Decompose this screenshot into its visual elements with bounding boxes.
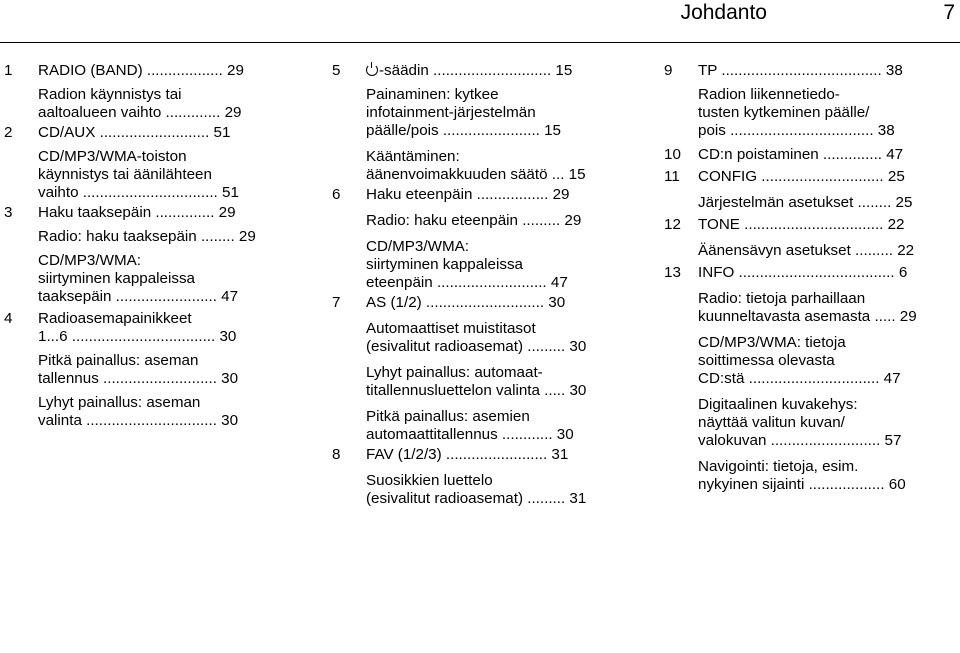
index-subentry: [332, 364, 602, 400]
entry-text: TP ...................................... 38: [698, 62, 903, 79]
header-rule: [0, 42, 960, 43]
index-subentry: [4, 352, 274, 388]
index-entry-6: [332, 186, 602, 204]
index-entry-12: [664, 216, 934, 234]
entry-number: 7: [332, 294, 341, 311]
entry-text: Lyhyt painallus: aseman valinta ............................... 30: [38, 394, 239, 429]
index-subentry: [4, 394, 274, 430]
index-subentry: [664, 396, 934, 450]
index-entry-9: [664, 62, 934, 80]
entry-text: Suosikkien luettelo (esivalitut radioasemat) ......... 31: [366, 472, 587, 507]
entry-text: TONE ................................. 22: [698, 216, 905, 233]
index-entry-1: [4, 62, 274, 80]
entry-number: 13: [664, 264, 681, 281]
entry-text: CD/MP3/WMA-toiston käynnistys tai äänilähteen vaihto ................................ 51: [38, 148, 239, 201]
index-entry-7: [332, 294, 602, 312]
entry-number: 5: [332, 62, 341, 79]
index-entry-4: [4, 310, 274, 346]
entry-text: INFO ..................................... 6: [698, 264, 908, 281]
entry-text: Haku taaksepäin .............. 29: [38, 204, 236, 221]
entry-text: Haku eteenpäin ................. 29: [366, 186, 570, 203]
entry-text: Kääntäminen: äänenvoimakkuuden säätö ... 15: [366, 148, 586, 183]
index-entry-3: [4, 204, 274, 222]
entry-number: 6: [332, 186, 341, 203]
index-subentry: [332, 238, 602, 292]
index-subentry: [332, 320, 602, 356]
entry-text: Äänensävyn asetukset ......... 22: [698, 242, 915, 259]
entry-text: CD/MP3/WMA: tietoja soittimessa olevasta CD:stä ............................... 47: [698, 334, 901, 387]
entry-text: -säädin ............................ 15: [379, 62, 573, 79]
index-subentry: [4, 228, 274, 246]
page-number: 7: [943, 1, 955, 24]
index-subentry: [664, 86, 934, 140]
entry-number: 4: [4, 310, 13, 327]
entry-text: Radioasemapainikkeet 1...6 .................................. 30: [38, 310, 237, 345]
entry-text: Pitkä painallus: asemien automaattitallennus ............ 30: [366, 408, 574, 443]
index-subentry: [332, 148, 602, 184]
index-subentry: [664, 334, 934, 388]
entry-number: 11: [664, 168, 680, 185]
column-1: [4, 62, 274, 430]
entry-text: Radion liikennetiedo- tusten kytkeminen päälle/ pois .................................. 38: [698, 86, 895, 139]
entry-text: AS (1/2) ............................ 30: [366, 294, 566, 311]
index-entry-10: [664, 146, 934, 164]
entry-number: 2: [4, 124, 13, 141]
entry-text: Radio: tietoja parhaillaan kuunneltavasta asemasta ..... 29: [698, 290, 917, 325]
entry-text: CONFIG ............................. 25: [698, 168, 905, 185]
index-subentry: [664, 194, 934, 212]
index-entry-11: [664, 168, 934, 186]
entry-number: 10: [664, 146, 681, 163]
index-subentry: [4, 148, 274, 202]
index-subentry: [332, 86, 602, 140]
index-subentry: [332, 472, 602, 508]
entry-text: Digitaalinen kuvakehys: näyttää valitun kuvan/ valokuvan .......................... 57: [698, 396, 902, 449]
index-subentry: [4, 86, 274, 122]
entry-text: Lyhyt painallus: automaat- titallennusluettelon valinta ..... 30: [366, 364, 587, 399]
entry-text: CD/MP3/WMA: siirtyminen kappaleissa taaksepäin ........................ 47: [38, 252, 239, 305]
power-icon: [366, 64, 378, 76]
entry-number: 8: [332, 446, 341, 463]
index-entry-2: [4, 124, 274, 142]
entry-text: Radion käynnistys tai aaltoalueen vaihto ............. 29: [38, 86, 242, 121]
entry-text: FAV (1/2/3) ........................ 31: [366, 446, 569, 463]
column-2: [332, 62, 602, 508]
entry-text: RADIO (BAND) .................. 29: [38, 62, 244, 79]
entry-number: 1: [4, 62, 13, 79]
index-subentry: [664, 242, 934, 260]
entry-text: CD:n poistaminen .............. 47: [698, 146, 904, 163]
entry-number: 12: [664, 216, 681, 233]
index-subentry: [332, 212, 602, 230]
index-subentry: [664, 290, 934, 326]
entry-text: Järjestelmän asetukset ........ 25: [698, 194, 913, 211]
index-entry-8: [332, 446, 602, 464]
index-entry-13: [664, 264, 934, 282]
index-subentry: [4, 252, 274, 306]
entry-number: 9: [664, 62, 673, 79]
entry-text: Automaattiset muistitasot (esivalitut radioasemat) ......... 30: [366, 320, 587, 355]
entry-text: Painaminen: kytkee infotainment-järjestelmän päälle/pois ....................... 15: [366, 86, 561, 139]
entry-text: Radio: haku taaksepäin ........ 29: [38, 228, 256, 245]
entry-text: Navigointi: tietoja, esim. nykyinen sijainti .................. 60: [698, 458, 906, 493]
entry-text: Radio: haku eteenpäin ......... 29: [366, 212, 582, 229]
entry-text: CD/AUX .......................... 51: [38, 124, 231, 141]
index-subentry: [332, 408, 602, 444]
entry-text: Pitkä painallus: aseman tallennus ........................... 30: [38, 352, 239, 387]
column-3: [664, 62, 934, 494]
section-title: Johdanto: [680, 1, 767, 24]
entry-text: CD/MP3/WMA: siirtyminen kappaleissa eteenpäin .......................... 47: [366, 238, 568, 291]
index-subentry: [664, 458, 934, 494]
entry-number: 3: [4, 204, 13, 221]
index-entry-5: [332, 62, 602, 80]
